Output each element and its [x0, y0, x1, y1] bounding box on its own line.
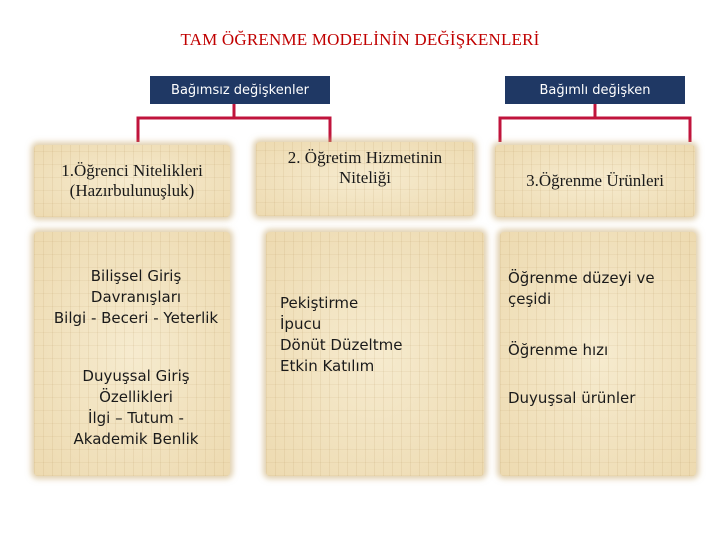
learning-speed-item: Öğrenme hızı [508, 341, 609, 359]
learning-outcomes-title: 3.Öğrenme Ürünleri [526, 170, 664, 190]
student-characteristics-title: 1.Öğrenci Nitelikleri [61, 160, 203, 180]
affective-entry-characteristics [30, 366, 242, 450]
list-item: Dönüt Düzeltme [280, 336, 403, 354]
independent-variables-header: Bağımsız değişkenler [150, 76, 330, 104]
list-item: çeşidi [508, 290, 552, 308]
list-item: Etkin Katılım [280, 357, 375, 375]
instruction-quality-items [280, 293, 470, 377]
affective-outcomes-item: Duyuşsal ürünler [508, 389, 636, 407]
dependent-bracket [500, 104, 690, 142]
list-item: Öğrenme düzeyi ve [508, 269, 655, 287]
student-characteristics-subtitle: (Hazırbulunuşluk) [69, 181, 195, 200]
instruction-quality-title-1: 2. Öğretim Hizmetinin [287, 148, 443, 167]
list-item: İlgi – Tutum - [88, 409, 184, 427]
instruction-quality-title-2: Niteliği [339, 168, 391, 188]
list-item: Özellikleri [99, 388, 173, 406]
instruction-quality-box [256, 142, 474, 216]
list-item: Bilişsel Giriş [90, 267, 182, 285]
list-item: Davranışları [90, 288, 182, 306]
learning-level-item [508, 268, 692, 310]
list-item: Akademik Benlik [73, 430, 199, 448]
list-item: Duyuşsal Giriş [82, 367, 190, 385]
independent-bracket [138, 104, 330, 142]
cognitive-entry-behaviors [30, 266, 242, 329]
list-item: Bilgi - Beceri - Yeterlik [53, 309, 219, 327]
dependent-variable-header: Bağımlı değişken [505, 76, 685, 104]
page-title: TAM ÖĞRENME MODELİNİN DEĞİŞKENLERİ [180, 30, 540, 49]
learning-outcomes-box [495, 145, 695, 217]
student-characteristics-box [34, 145, 230, 217]
list-item: Pekiştirme [280, 294, 359, 312]
list-item: İpucu [280, 315, 322, 333]
